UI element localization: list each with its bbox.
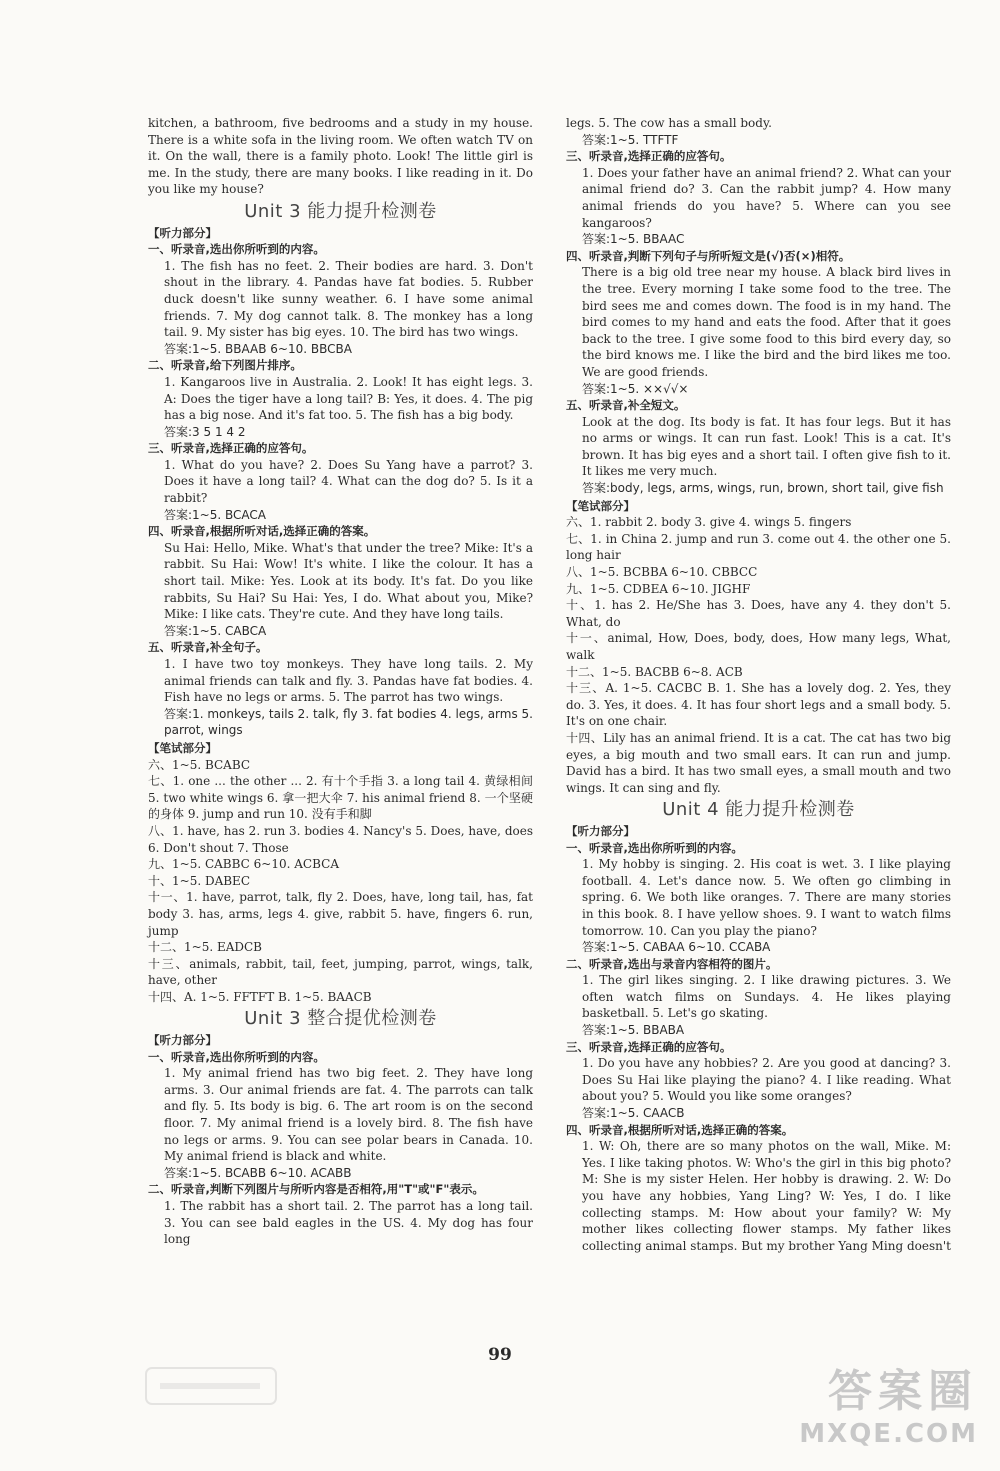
answer-paragraph: 九、1~5. CDBEA 6~10. JIGHF (566, 581, 751, 596)
question-heading: 四、听录音,判断下列句子与所听短文是(√)否(×)相符。 (566, 248, 851, 263)
question-heading: 四、听录音,根据所听对话,选择正确的答案。 (566, 1122, 794, 1137)
answer-line: 答案:1~5. ××√√× (582, 381, 689, 396)
answer-line: 答案:1. monkeys, tails 2. talk, fly 3. fat bodies 4. legs, arms 5. parrot, wings (164, 706, 533, 738)
answer-paragraph: 六、1~5. BCABC (148, 757, 251, 772)
watermark-url: MXQE.COM (799, 1419, 978, 1449)
transcript-paragraph: 1. Kangaroos live in Australia. 2. Look! It has eight legs. 3. A: Does the tiger have a long tail? B: Yes, it does. 4. The pig has a big nose. And it's fat too. 5. The fish has a big body. (164, 374, 533, 423)
answer-paragraph: 十、1. has 2. He/She has 3. Does, have any 4. they don't 5. What, do (566, 598, 951, 629)
answer-paragraph: kitchen, a bathroom, five bedrooms and a study in my house. There is a white sofa in the living room. We often watch TV on it. On the wall, there is a family photo. Look! The little girl is me. In the study, there are many books. I like reading in it. Do you like my house? (148, 116, 533, 197)
question-heading: 五、听录音,补全句子。 (148, 640, 268, 655)
question-heading: 一、听录音,选出你所听到的内容。 (566, 840, 743, 855)
answer-line: 答案:3 5 1 4 2 (164, 424, 246, 439)
question-heading: 二、听录音,给下列图片排序。 (148, 358, 302, 373)
faded-stamp-graphic (140, 1356, 290, 1416)
transcript-paragraph: Look at the dog. Its body is fat. It has four legs. But it has no arms or wings. It can run fast. Look! This is a cat. It's brown. It has big eyes and a short tail. I often give fish to it. It likes me very much. (582, 414, 951, 479)
answer-paragraph: 十、1~5. DABEC (148, 873, 251, 888)
answer-line: 答案:1~5. BBABA (582, 1023, 685, 1038)
answer-line: 答案:1~5. CABAA 6~10. CCABA (582, 940, 771, 955)
answer-line: 答案:1~5. TTFTF (582, 132, 679, 147)
right-column (566, 115, 951, 1254)
answer-paragraph: 十二、1~5. EADCB (148, 940, 263, 955)
unit-title: Unit 3 能力提升检测卷 (244, 200, 437, 222)
section-part-label: 【笔试部分】 (566, 498, 635, 513)
answer-paragraph: 十三、A. 1~5. CACBC B. 1. She has a lovely dog. 2. Yes, they do. 3. Yes, it does. 4. It has four short legs and a small body. 5. It's on one chair. (566, 681, 951, 729)
transcript-paragraph: 1. My hobby is singing. 2. His coat is wet. 3. I like playing football. 4. Let's dance now. 5. We often go climbing in spring. 6. We both like oranges. 7. There are many stories in this book. 8. I have yellow shoes. 9. I want to watch films tomorrow. 10. Can you play the piano? (582, 857, 951, 938)
answer-line: 答案:1~5. BCACA (164, 507, 266, 522)
answer-paragraph: 六、1. rabbit 2. body 3. give 4. wings 5. fingers (566, 515, 852, 530)
answer-line: 答案:1~5. CABCA (164, 623, 267, 638)
section-part-label: 【听力部分】 (566, 823, 635, 838)
answer-paragraph: 七、1. one ... the other ... 2. 有十个手指 3. a long tail 4. 黄绿相间 5. two white wings 6. 拿一把大伞 7. his animal friend 8. 一个坚硬的身体 9. jump and run 10. 没有手和脚 (148, 774, 533, 822)
section-part-label: 【笔试部分】 (148, 740, 217, 755)
question-heading: 三、听录音,选择正确的应答句。 (566, 149, 732, 164)
question-heading: 三、听录音,选择正确的应答句。 (148, 441, 314, 456)
answer-line: 答案:1~5. BCABB 6~10. ACABB (164, 1165, 352, 1180)
unit-title: Unit 3 整合提优检测卷 (244, 1008, 437, 1030)
transcript-paragraph: 1. The rabbit has a short tail. 2. The parrot has a long tail. 3. You can see bald eagles in the US. 4. My dog has four long (164, 1199, 533, 1247)
section-part-label: 【听力部分】 (148, 225, 217, 240)
unit-title: Unit 4 能力提升检测卷 (662, 799, 855, 821)
transcript-paragraph: 1. The fish has no feet. 2. Their bodies are hard. 3. Don't shout in the library. 4. Pandas have fat bodies. 5. Rubber duck doesn't like sunny weather. 6. I have some animal friends. 7. My dog cannot talk. 8. The monkey has a long tail. 9. My sister has big eyes. 10. The bird has two wings. (164, 258, 533, 340)
answer-paragraph: 八、1~5. BCBBA 6~10. CBBCC (566, 565, 758, 580)
answer-line: 答案:1~5. BBAAB 6~10. BBCBA (164, 341, 352, 356)
answer-paragraph: 七、1. in China 2. jump and run 3. come out 4. the other one 5. long hair (566, 531, 951, 563)
left-column (148, 115, 533, 1248)
question-heading: 一、听录音,选出你所听到的内容。 (148, 1049, 325, 1064)
question-heading: 一、听录音,选出你所听到的内容。 (148, 242, 325, 257)
answer-paragraph: 十三、animals, rabbit, tail, feet, jumping, parrot, wings, talk, have, other (148, 956, 533, 988)
answer-line: 答案:body, legs, arms, wings, run, brown, short tail, give fish (582, 481, 944, 496)
transcript-paragraph: 1. Do you have any hobbies? 2. Are you good at dancing? 3. Does Su Hai like playing the piano? 4. I like reading. What about you? 5. Would you like some oranges? (582, 1056, 951, 1104)
question-heading: 二、听录音,判断下列图片与所听内容是否相符,用"T"或"F"表示。 (148, 1182, 484, 1197)
answer-paragraph: 十二、1~5. BACBB 6~8. ACB (566, 664, 743, 679)
question-heading: 五、听录音,补全短文。 (566, 398, 686, 413)
answer-paragraph: 十一、1. have, parrot, talk, fly 2. Does, have, long tail, has, fat body 3. has, arms, legs 4. give, rabbit 5. have, fingers 6. run, jump (148, 890, 533, 938)
transcript-paragraph: 1. I have two toy monkeys. They have long tails. 2. My animal friends can talk and fly. 3. Pandas have fat bodies. 4. Fish have no legs or arms. 5. The parrot has two wings. (164, 657, 533, 705)
answer-paragraph: 十一、animal, How, Does, body, does, How many legs, What, walk (566, 631, 951, 662)
transcript-paragraph: 1. W: Oh, there are so many photos on the wall, Mike. M: Yes. I like taking photos. W: Who's the girl in this big photo? M: She is my sister Helen. Her hobby is drawing. 2. W: Do you have any hobbies, Yang Ling? W: Yes, I do. I like collecting stamps. M: How about your family? W: My mother likes collecting flower stamps. My father likes collecting animal stamps. But my brother Yang Ming doesn't (582, 1139, 951, 1253)
answer-paragraph: 八、1. have, has 2. run 3. bodies 4. Nancy's 5. Does, have, does 6. Don't shout 7. Those (148, 823, 533, 855)
answer-paragraph: legs. 5. The cow has a small body. (566, 116, 772, 130)
answer-paragraph: 十四、A. 1~5. FFTFT B. 1~5. BAACB (148, 989, 372, 1004)
transcript-paragraph: 1. Does your father have an animal friend? 2. What can your animal friend do? 3. Can the rabbit jump? 4. How many animal friends do you have? 5. Where can you see kangaroos? (582, 165, 951, 230)
watermark (799, 1355, 978, 1449)
answer-paragraph: 九、1~5. CABBC 6~10. ACBCA (148, 857, 339, 872)
answer-line: 答案:1~5. CAACB (582, 1106, 685, 1121)
section-part-label: 【听力部分】 (148, 1033, 217, 1048)
watermark-logo-text: 答案圈 (828, 1366, 978, 1417)
question-heading: 三、听录音,选择正确的应答句。 (566, 1039, 732, 1054)
answer-paragraph: 十四、Lily has an animal friend. It is a cat. The cat has two big eyes, a big mouth and two small ears. It can run and jump. David has a bird. It has two small eyes, a small mouth and two wings. It can sing and fly. (566, 730, 951, 795)
transcript-paragraph: 1. What do you have? 2. Does Su Yang have a parrot? 3. Does it have a long tail? 4. What can the dog do? 5. Is it a rabbit? (164, 457, 533, 506)
transcript-paragraph: There is a big old tree near my house. A black bird lives in the tree. Every morning I take some food to the tree. The bird sees me and comes down. The food is in my hand. The bird comes to my hand and eats the food. After that it goes back to the tree. I give some food to this bird every day, so the bird knows me. I like the bird and the bird likes me too. We are good friends. (582, 265, 951, 379)
transcript-paragraph: 1. My animal friend has two big feet. 2. They have long arms. 3. Our animal friends are fat. 4. The parrots can talk and fly. 5. Its body is big. 6. The art room is on the second floor. 7. My animal friend is a lovely bird. 8. The fish have no legs or arms. 9. You can see polar bears in Canada. 10. My animal friend is black and white. (164, 1066, 533, 1164)
answer-line: 答案:1~5. BBAAC (582, 232, 685, 247)
page-number: 99 (488, 1345, 512, 1365)
transcript-paragraph: 1. The girl likes singing. 2. I like drawing pictures. 3. We often watch films on Sundays. 4. He likes playing basketball. 5. Let's go skating. (582, 973, 951, 1021)
question-heading: 四、听录音,根据所听对话,选择正确的答案。 (148, 524, 376, 539)
question-heading: 二、听录音,选出与录音内容相符的图片。 (566, 956, 778, 971)
transcript-paragraph: Su Hai: Hello, Mike. What's that under the tree? Mike: It's a rabbit. Su Hai: Wow! It's white. I like the colour. It has a short tail. Mike: Yes. Look at its body. It's fat. Do you like rabbits, Su Hai? Su Hai: Yes, I do. What about you, Mike? Mike: I like cats. They're cute. And they have long tails. (164, 540, 533, 622)
